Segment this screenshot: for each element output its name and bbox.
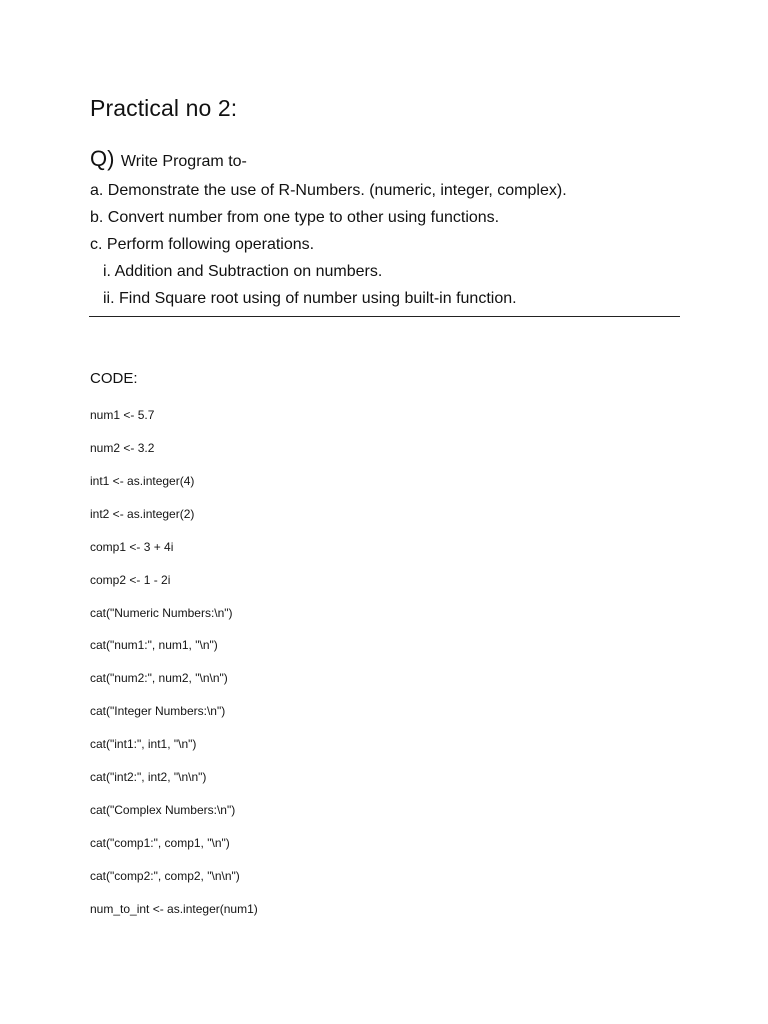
code-line: num2 <- 3.2: [90, 441, 155, 455]
code-line: int1 <- as.integer(4): [90, 474, 195, 488]
code-line: num_to_int <- as.integer(num1): [90, 902, 258, 916]
code-line: cat("num2:", num2, "\n\n"): [90, 671, 228, 685]
code-line: cat("Numeric Numbers:\n"): [90, 606, 233, 620]
code-heading: CODE:: [90, 370, 138, 387]
page-title: Practical no 2:: [90, 95, 238, 121]
code-line: comp1 <- 3 + 4i: [90, 540, 174, 554]
code-line: cat("int2:", int2, "\n\n"): [90, 770, 207, 784]
subtask-ii: ii. Find Square root using of number using built-in function.: [103, 290, 517, 307]
code-line: cat("num1:", num1, "\n"): [90, 638, 218, 652]
code-line: num1 <- 5.7: [90, 408, 155, 422]
code-line: cat("Complex Numbers:\n"): [90, 803, 236, 817]
task-a: a. Demonstrate the use of R-Numbers. (numeric, integer, complex).: [90, 182, 567, 199]
code-line: cat("Integer Numbers:\n"): [90, 704, 226, 718]
code-line: cat("comp1:", comp1, "\n"): [90, 836, 230, 850]
question-line: [90, 144, 247, 177]
section-divider: [89, 316, 680, 317]
code-line: comp2 <- 1 - 2i: [90, 573, 171, 587]
code-line: cat("int1:", int1, "\n"): [90, 737, 197, 751]
question-prefix: Q): [90, 146, 115, 171]
question-text: Write Program to-: [120, 153, 247, 170]
code-line: int2 <- as.integer(2): [90, 507, 195, 521]
subtask-i: i. Addition and Subtraction on numbers.: [103, 263, 383, 280]
task-c: c. Perform following operations.: [90, 236, 315, 253]
code-line: cat("comp2:", comp2, "\n\n"): [90, 869, 240, 883]
task-b: b. Convert number from one type to other using functions.: [90, 209, 500, 226]
